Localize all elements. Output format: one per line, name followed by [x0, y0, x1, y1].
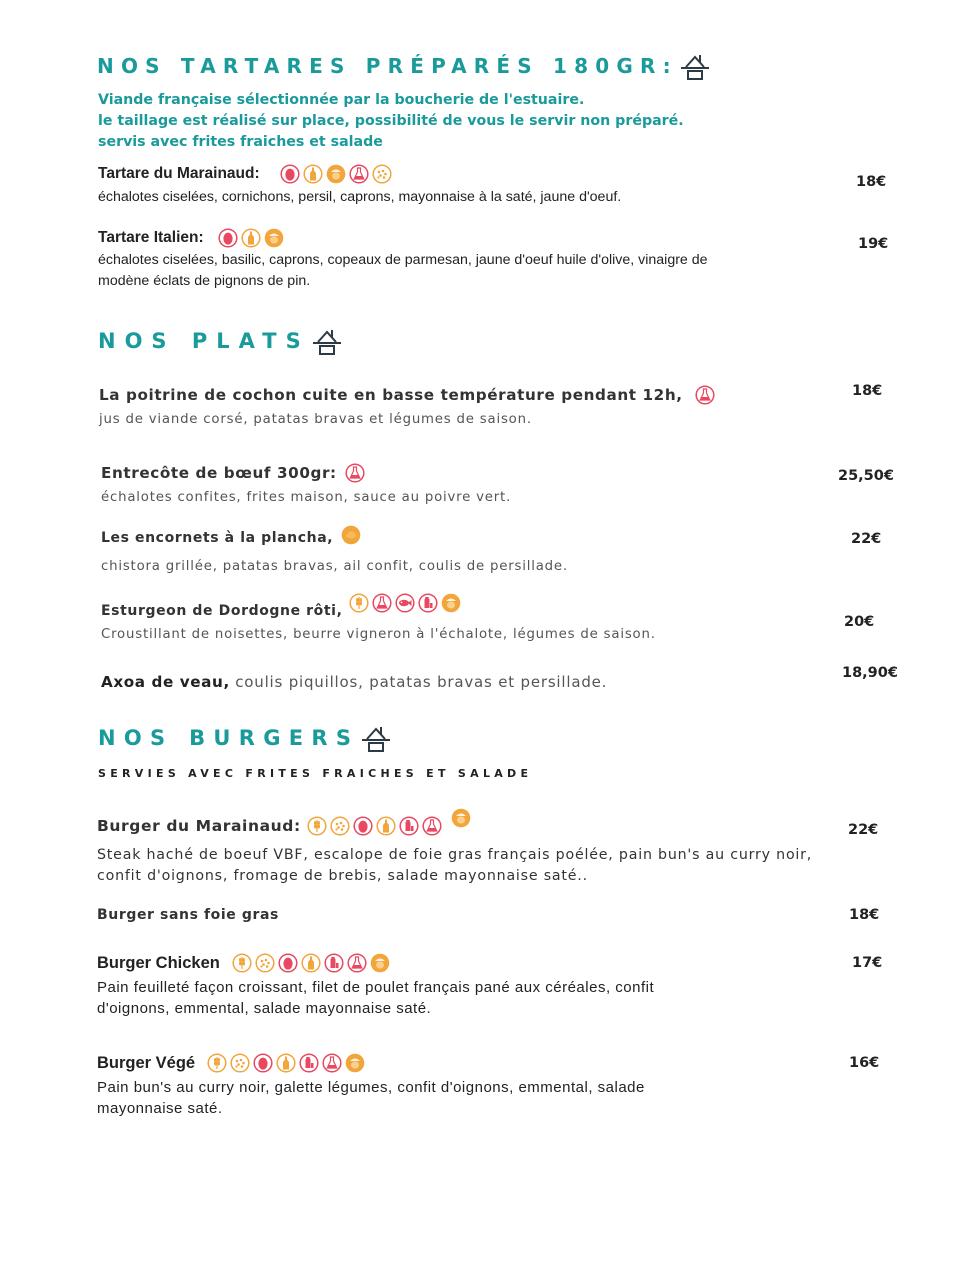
menu-item-name	[97, 953, 390, 973]
item-description: coulis piquillos, patatas bravas et persillade.	[235, 673, 608, 691]
egg-allergen-icon	[278, 953, 298, 973]
sulphites-allergen-icon	[345, 463, 365, 483]
intro-line: le taillage est réalisé sur place, possibilité de vous le servir non préparé.	[98, 113, 684, 129]
sesame-allergen-icon	[372, 164, 392, 184]
sulphites-allergen-icon	[372, 593, 392, 613]
egg-allergen-icon	[280, 164, 300, 184]
mustard-allergen-icon	[301, 953, 321, 973]
mustard-allergen-icon	[241, 228, 261, 248]
desc-line: confit d'oignons, fromage de brebis, salade mayonnaise saté..	[97, 868, 588, 884]
allergen-icons	[207, 1053, 365, 1073]
sulphites-allergen-icon	[695, 385, 715, 405]
item-name-text: La poitrine de cochon cuite en basse température pendant 12h,	[99, 386, 683, 404]
nuts-allergen-icon	[345, 1053, 365, 1073]
allergen-icons	[695, 385, 715, 405]
item-name-text: Entrecôte de bœuf 300gr:	[101, 464, 337, 482]
milk-allergen-icon	[299, 1053, 319, 1073]
section-title-text: NOS TARTARES PRÉPARÉS 180GR:	[97, 54, 678, 78]
item-name-text: Axoa de veau,	[101, 673, 230, 691]
item-name-text: Esturgeon de Dordogne rôti,	[101, 603, 343, 619]
allergen-icons	[345, 463, 365, 483]
item-price: 18,90€	[842, 665, 898, 681]
item-description	[97, 1077, 645, 1119]
item-name-text: Tartare Italien:	[98, 229, 204, 246]
item-price: 22€	[848, 822, 879, 838]
allergen-icons	[349, 593, 461, 613]
item-description: Croustillant de noisettes, beurre vigneron à l'échalote, légumes de saison.	[101, 627, 656, 642]
desc-line: mayonnaise saté.	[97, 1100, 223, 1117]
item-name-text: Burger sans foie gras	[97, 907, 279, 923]
nuts-allergen-icon	[370, 953, 390, 973]
item-price: 18€	[849, 907, 880, 923]
menu-item-name	[97, 907, 279, 923]
desc-line: Pain feuilleté façon croissant, filet de poulet français pané aux céréales, confit	[97, 979, 655, 996]
nuts-allergen-icon	[451, 808, 471, 828]
allergen-icons	[232, 953, 390, 973]
milk-allergen-icon	[324, 953, 344, 973]
intro-line: servis avec frites fraiches et salade	[98, 134, 383, 150]
fait-maison-house-icon	[680, 52, 710, 80]
menu-item-name	[101, 463, 365, 483]
allergen-icons	[341, 525, 361, 545]
item-price: 20€	[844, 614, 875, 630]
nuts-allergen-icon	[441, 593, 461, 613]
allergen-icons	[218, 228, 284, 248]
menu-item-name	[101, 672, 607, 693]
fait-maison-house-icon	[312, 327, 342, 355]
section-title-text: NOS PLATS	[98, 329, 310, 353]
nuts-allergen-icon	[326, 164, 346, 184]
gluten-allergen-icon	[232, 953, 252, 973]
gluten-allergen-icon	[307, 816, 327, 836]
item-price: 19€	[858, 236, 889, 252]
allergen-icons	[307, 816, 471, 836]
desc-line: Pain bun's au curry noir, galette légumes, confit d'oignons, emmental, salade	[97, 1079, 645, 1096]
item-price: 16€	[849, 1055, 880, 1071]
section-title-burgers	[98, 724, 391, 752]
item-name-text: Burger du Marainaud:	[97, 817, 301, 835]
menu-item-name	[101, 530, 361, 546]
menu-item-name	[98, 164, 392, 184]
item-price: 22€	[851, 531, 882, 547]
menu-item-name	[98, 228, 284, 248]
gluten-allergen-icon	[349, 593, 369, 613]
sulphites-allergen-icon	[422, 816, 442, 836]
milk-allergen-icon	[399, 816, 419, 836]
menu-item-name	[99, 385, 715, 405]
intro-line: Viande française sélectionnée par la boucherie de l'estuaire.	[98, 92, 585, 108]
section-title-text: NOS BURGERS	[98, 726, 360, 750]
item-name-text: Burger Chicken	[97, 953, 220, 972]
burgers-subtitle: SERVIES AVEC FRITES FRAICHES ET SALADE	[98, 767, 533, 780]
menu-item-name	[97, 816, 471, 836]
menu-item-name	[97, 1053, 365, 1073]
gluten-allergen-icon	[207, 1053, 227, 1073]
section-title-plats	[98, 327, 342, 355]
molluscs-allergen-icon	[341, 525, 361, 545]
item-price: 18€	[852, 383, 883, 399]
item-description: échalotes confites, frites maison, sauce au poivre vert.	[101, 490, 512, 505]
sesame-allergen-icon	[230, 1053, 250, 1073]
item-name-text: Tartare du Marainaud:	[98, 165, 260, 182]
sulphites-allergen-icon	[322, 1053, 342, 1073]
menu-item-name	[101, 593, 461, 619]
item-description: chistora grillée, patatas bravas, ail confit, coulis de persillade.	[101, 559, 568, 574]
mustard-allergen-icon	[276, 1053, 296, 1073]
sulphites-allergen-icon	[349, 164, 369, 184]
item-price: 18€	[856, 174, 887, 190]
item-description	[97, 845, 812, 887]
egg-allergen-icon	[253, 1053, 273, 1073]
item-description: jus de viande corsé, patatas bravas et légumes de saison.	[99, 412, 532, 427]
desc-line: Steak haché de boeuf VBF, escalope de foie gras français poélée, pain bun's au curry noir,	[97, 847, 813, 863]
item-description: échalotes ciselées, cornichons, persil, caprons, mayonnaise à la saté, jaune d'oeuf.	[98, 189, 622, 205]
sesame-allergen-icon	[255, 953, 275, 973]
item-price: 25,50€	[838, 468, 894, 484]
sulphites-allergen-icon	[347, 953, 367, 973]
desc-line: d'oignons, emmental, salade mayonnaise saté.	[97, 1000, 432, 1017]
desc-line: échalotes ciselées, basilic, caprons, copeaux de parmesan, jaune d'oeuf huile d'olive, vinaigre de	[98, 252, 708, 268]
egg-allergen-icon	[353, 816, 373, 836]
mustard-allergen-icon	[376, 816, 396, 836]
allergen-icons	[280, 164, 392, 184]
section-title-tartares	[97, 52, 710, 80]
nuts-allergen-icon	[264, 228, 284, 248]
item-description	[98, 250, 708, 292]
item-price: 17€	[852, 955, 883, 971]
fish-allergen-icon	[395, 593, 415, 613]
sesame-allergen-icon	[330, 816, 350, 836]
item-name-text: Burger Végé	[97, 1053, 196, 1072]
item-description	[97, 977, 654, 1019]
desc-line: modène éclats de pignons de pin.	[98, 273, 311, 289]
mustard-allergen-icon	[303, 164, 323, 184]
egg-allergen-icon	[218, 228, 238, 248]
item-name-text: Les encornets à la plancha,	[101, 530, 334, 546]
fait-maison-house-icon	[361, 724, 391, 752]
tartares-intro	[98, 90, 684, 153]
milk-allergen-icon	[418, 593, 438, 613]
